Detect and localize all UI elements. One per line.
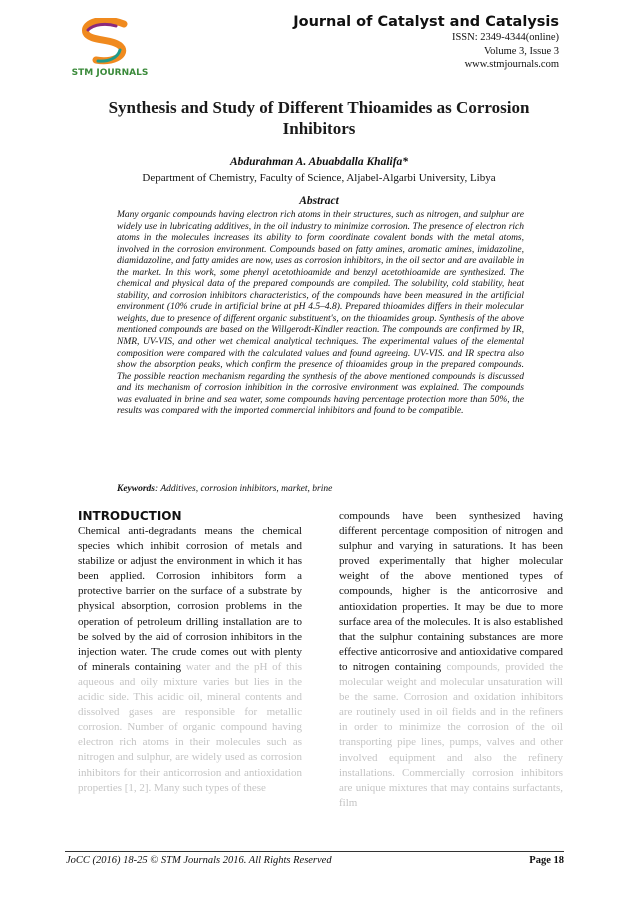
paper-title: Synthesis and Study of Different Thioamides as Corrosion Inhibitors — [108, 98, 530, 138]
body-column-left — [78, 509, 302, 796]
intro-text-faded: water and the pH of this aqueous and oily mixture varies but lies in the acidic side. This acidic oil, mineral contents and dissolved gases are responsible for metallic corrosion. Number of organic compound having electron rich atoms in their molecules such as nitrogen and sulphur, are widely used as corrosion inhibitors for their anticorrosion and antioxidation properties [1, 2]. Many such types of these — [78, 660, 303, 794]
paper-affiliation: Department of Chemistry, Faculty of Science, Aljabel-Algarbi University, Libya — [142, 172, 496, 184]
logo-text: STM JOURNALS — [71, 68, 149, 78]
journal-volume: Volume 3, Issue 3 — [483, 45, 559, 57]
stm-logo-icon — [64, 18, 156, 78]
abstract-heading: Abstract — [299, 195, 339, 207]
journal-issn: ISSN: 2349-4344(online) — [451, 32, 559, 43]
keywords — [117, 484, 524, 494]
body-paragraph — [339, 509, 563, 811]
keywords-label: Keywords — [117, 484, 155, 494]
body-column-right — [339, 509, 563, 811]
introduction-heading: INTRODUCTION — [78, 509, 182, 523]
abstract-text: Many organic compounds having electron rich atoms in their structures, such as nitrogen, and sulphur are widely use in lubricating additives, in the oil industry to minimize corrosion. The presence of electron rich atoms in the molecules increases its ability to form coordinate covalent bonds with the metal atoms, involved in the corrosion environment. Compounds based on fatty amines, aromatic amines, imidazoline, diamidazoline, and fatty amides are now, uses as corrosion inhibitors, in the oil sector and are available in the market. In this work, some phenyl acetothioamide and benzyl acetothioamide are synthesized. The chemical and physical data of the prepared compounds are compiled. The solubility, cold stability, heat stability, and corrosion inhibitors characteristics, of the compounds have been measured in the artificial environment (10% crude in artificial brine at pH 4.5–4.8). Prepared thioamides differs in their molecular weights, due to presence of different organic substituent's, on the thioamides group. Synthesis of the above mentioned compounds are based on the Willgerodt-Kindler reaction. The compounds are confirmed by IR, NMR, UV-VIS, and other wet chemical analytical techniques. The experimental values of the elemental composition were compared with the calculated values and found agreeing. UV-VIS. and IR spectra also show the absorption peaks, which confirm the presence of thioamides group in the prepared compounds. The possible reaction mechanism regarding the synthesis of the above mentioned compounds is discussed and its mechanism of corrosion inhibition in the corrosive environment was explained. The compounds was evaluated in brine and sea water, some compounds having percentage protection more than 50%, the results was compared with the imported commercial inhibitors and found to be compatible. — [117, 210, 524, 417]
keywords-text: : Additives, corrosion inhibitors, market, brine — [155, 484, 333, 494]
footer-citation: JoCC (2016) 18-25 © STM Journals 2016. All Rights Reserved — [66, 855, 332, 866]
body-text-faded: compounds, provided the molecular weight and molecular unsaturation will be the same. Corrosion and oxidation inhibitors are routinely used in oil fields and in the refiners in order to minimize the corrosion of the oil transporting pipe lines, pumps, valves and other involved equipment and also the refinery installations. Commercially corrosion inhibitors are unique mixtures that may contains surfactants, film — [339, 660, 563, 809]
stm-journals-logo — [64, 18, 156, 78]
body-text-visible: compounds have been synthesized having different percentage composition of nitrogen and sulphur and varying in saturations. It has been proved experimentally that higher molecular weight of the above mentioned types of compounds, higher is the anticorrosive and antioxidation properties. It may be due to more surface area of the molecules. It is also established that the sulphur containing substances are more effective anticorrosive and antioxidative compared to nitrogen containing — [339, 510, 563, 673]
journal-header — [293, 13, 559, 72]
footer-divider — [65, 851, 564, 852]
journal-website: www.stmjournals.com — [464, 59, 559, 70]
intro-text-visible: Chemical anti-degradants means the chemical species which inhibit corrosion of metals and stabilize or adjust the environment in which it has been applied. Corrosion inhibitors form a protective barrier on the surface of a substrate by physical absorption, corrosion problems in the operation of petroleum drilling installation are to be solved by the aid of corrosion inhibitors in the injection water. The crude comes out with plenty of minerals containing — [78, 525, 302, 673]
paper-author: Abdurahman A. Abuabdalla Khalifa* — [229, 156, 409, 168]
journal-title: Journal of Catalyst and Catalysis — [293, 14, 559, 30]
intro-paragraph — [78, 524, 302, 796]
page-number: Page 18 — [529, 855, 564, 866]
